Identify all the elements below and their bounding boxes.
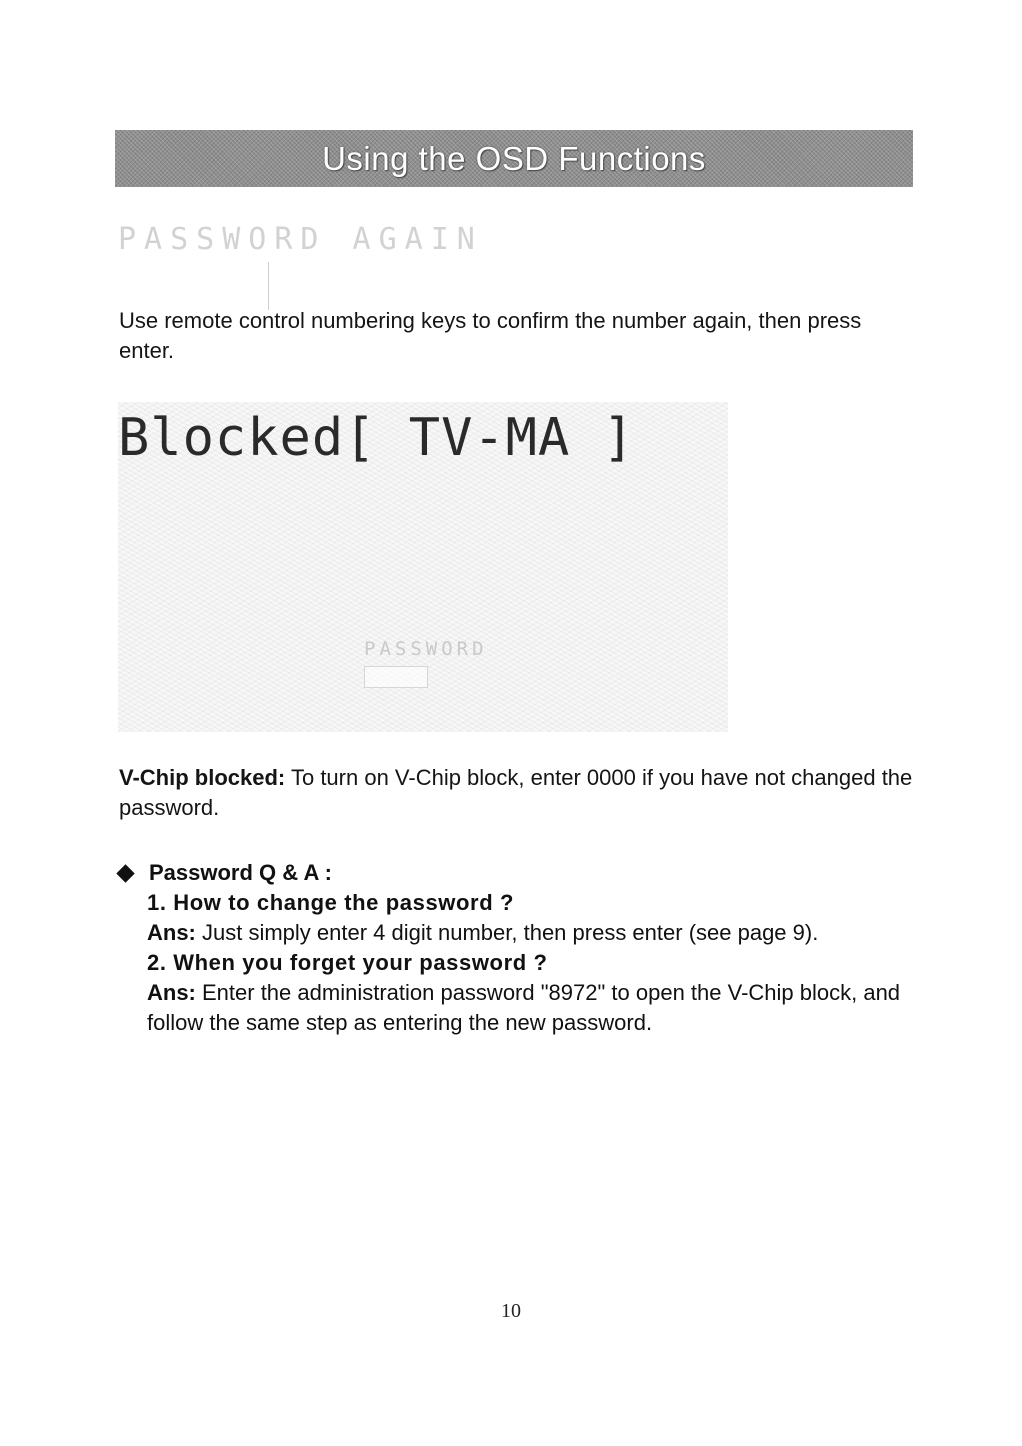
password-qa-section bbox=[115, 858, 935, 1038]
instruction-paragraph: Use remote control numbering keys to confirm the number again, then press enter. bbox=[119, 308, 862, 363]
qa-question-2: 2. When you forget your password ? bbox=[147, 950, 548, 975]
section-banner bbox=[115, 130, 913, 187]
ans-label-2: Ans: bbox=[147, 980, 196, 1005]
osd-screen-illustration bbox=[118, 402, 728, 732]
qa-heading: Password Q & A : bbox=[149, 860, 332, 885]
vchip-paragraph bbox=[119, 763, 919, 823]
qa-body bbox=[147, 888, 935, 1038]
diamond-bullet-icon bbox=[116, 864, 134, 882]
page-number: 10 bbox=[501, 1300, 521, 1322]
answer-text-2: Enter the administration password "8972" to open the V-Chip block, and follow the same step as entering the new password. bbox=[147, 980, 901, 1035]
osd-password-again-prompt: PASSWORD AGAIN bbox=[118, 222, 483, 257]
osd-password-field bbox=[364, 666, 428, 688]
qa-answer-2 bbox=[147, 978, 935, 1038]
answer-text-1: Just simply enter 4 digit number, then press enter (see page 9). bbox=[195, 920, 819, 945]
osd-password-label: PASSWORD bbox=[364, 638, 488, 660]
page-title: Using the OSD Functions bbox=[322, 139, 706, 177]
qa-question-1: 1. How to change the password ? bbox=[147, 890, 514, 915]
osd-blocked-rating: Blocked[ TV-MA ] bbox=[118, 408, 635, 468]
osd-cursor-line bbox=[268, 262, 269, 310]
qa-answer-1 bbox=[147, 918, 935, 948]
vchip-label: V-Chip blocked: bbox=[119, 765, 286, 790]
ans-label-1: Ans: bbox=[147, 920, 196, 945]
qa-heading-row bbox=[115, 858, 935, 888]
vchip-text: To turn on V-Chip block, enter 0000 if you have not changed the password. bbox=[119, 765, 913, 820]
